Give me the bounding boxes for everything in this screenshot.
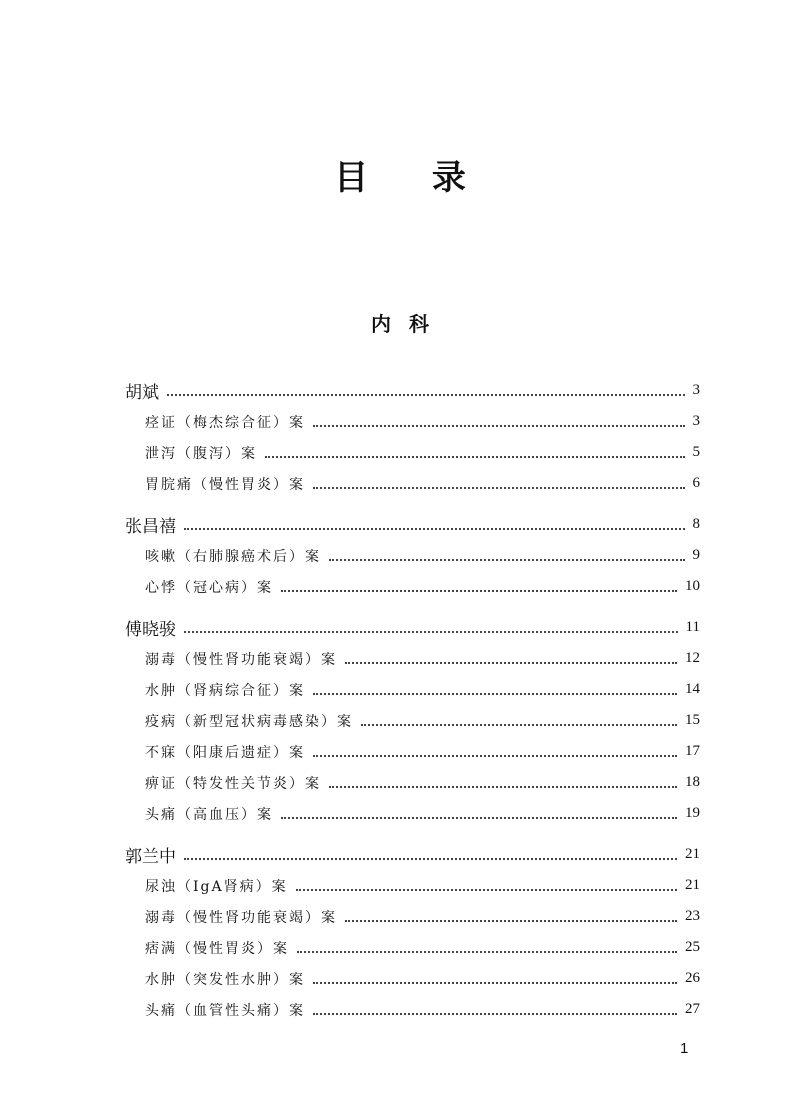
- toc-entry-title: 心悸（冠心病）案: [145, 579, 273, 596]
- toc-author-row[interactable]: [125, 612, 700, 643]
- table-of-contents: [125, 375, 700, 1035]
- dot-leader: [296, 889, 677, 891]
- toc-page-number: 21: [685, 877, 700, 893]
- dot-leader: [361, 724, 677, 726]
- toc-author-name: 郭兰中: [125, 847, 176, 867]
- toc-page-number: 26: [685, 970, 700, 986]
- dot-leader: [313, 487, 685, 489]
- toc-page-number: 15: [685, 712, 700, 728]
- toc-author-name: 傅晓骏: [125, 620, 176, 640]
- toc-page-number: 5: [692, 444, 700, 460]
- toc-entry-title: 溺毒（慢性肾功能衰竭）案: [145, 651, 337, 668]
- dot-leader: [313, 693, 677, 695]
- toc-entry-title: 头痛（血管性头痛）案: [145, 1002, 305, 1019]
- toc-author-name: 张昌禧: [125, 517, 176, 537]
- toc-entry-title: 尿浊（IgA肾病）案: [145, 878, 288, 895]
- toc-entry-row[interactable]: [125, 468, 700, 499]
- toc-entry-title: 不寐（阳康后遗症）案: [145, 744, 305, 761]
- toc-page-number: 23: [685, 908, 700, 924]
- toc-author-row[interactable]: [125, 839, 700, 870]
- toc-page-number: 3: [692, 413, 700, 429]
- toc-page-number: 21: [685, 846, 700, 862]
- dot-leader: [313, 1013, 677, 1015]
- toc-group: [125, 375, 700, 499]
- toc-page-number: 14: [685, 681, 700, 697]
- toc-entry-row[interactable]: [125, 571, 700, 602]
- dot-leader: [281, 817, 677, 819]
- toc-entry-row[interactable]: [125, 736, 700, 767]
- dot-leader: [329, 786, 677, 788]
- toc-page-number: 11: [685, 619, 700, 635]
- toc-entry-row[interactable]: [125, 994, 700, 1025]
- toc-author-row[interactable]: [125, 375, 700, 406]
- toc-entry-title: 痹证（特发性关节炎）案: [145, 775, 321, 792]
- dot-leader: [345, 920, 677, 922]
- dot-leader: [345, 662, 677, 664]
- toc-entry-row[interactable]: [125, 767, 700, 798]
- toc-entry-row[interactable]: [125, 705, 700, 736]
- toc-entry-title: 咳嗽（右肺腺癌术后）案: [145, 548, 321, 565]
- dot-leader: [265, 456, 685, 458]
- section-heading: 内科: [371, 312, 447, 336]
- toc-entry-row[interactable]: [125, 674, 700, 705]
- toc-page-number: 17: [685, 743, 700, 759]
- toc-entry-title: 水肿（突发性水肿）案: [145, 971, 305, 988]
- toc-group: [125, 612, 700, 829]
- toc-entry-row[interactable]: [125, 798, 700, 829]
- dot-leader: [184, 631, 678, 633]
- page-title: 目 录: [334, 158, 492, 198]
- toc-page-number: 6: [692, 475, 700, 491]
- dot-leader: [297, 951, 677, 953]
- toc-page-number: 25: [685, 939, 700, 955]
- toc-entry-row[interactable]: [125, 540, 700, 571]
- toc-entry-title: 头痛（高血压）案: [145, 806, 273, 823]
- dot-leader: [167, 394, 685, 396]
- toc-page-number: 9: [692, 547, 700, 563]
- toc-entry-row[interactable]: [125, 437, 700, 468]
- dot-leader: [313, 982, 677, 984]
- toc-page-number: 18: [685, 774, 700, 790]
- toc-author-name: 胡斌: [125, 383, 159, 403]
- toc-page-number: 8: [692, 516, 700, 532]
- toc-page-number: 10: [685, 578, 700, 594]
- toc-page-number: 19: [685, 805, 700, 821]
- toc-page-number: 3: [692, 382, 700, 398]
- toc-entry-row[interactable]: [125, 932, 700, 963]
- dot-leader: [313, 755, 677, 757]
- toc-entry-title: 痞满（慢性胃炎）案: [145, 940, 289, 957]
- page-number: 1: [680, 1040, 689, 1057]
- toc-entry-row[interactable]: [125, 963, 700, 994]
- toc-entry-title: 溺毒（慢性肾功能衰竭）案: [145, 909, 337, 926]
- toc-entry-row[interactable]: [125, 643, 700, 674]
- toc-entry-title: 痉证（梅杰综合征）案: [145, 414, 305, 431]
- toc-entry-title: 泄泻（腹泻）案: [145, 445, 257, 462]
- toc-page-number: 12: [685, 650, 700, 666]
- toc-page-number: 27: [685, 1001, 700, 1017]
- dot-leader: [281, 590, 677, 592]
- toc-entry-row[interactable]: [125, 870, 700, 901]
- toc-author-row[interactable]: [125, 509, 700, 540]
- toc-entry-title: 疫病（新型冠状病毒感染）案: [145, 713, 353, 730]
- dot-leader: [184, 858, 677, 860]
- toc-entry-title: 水肿（肾病综合征）案: [145, 682, 305, 699]
- toc-group: [125, 839, 700, 1025]
- dot-leader: [329, 559, 685, 561]
- toc-entry-title: 胃脘痛（慢性胃炎）案: [145, 476, 305, 493]
- toc-entry-row[interactable]: [125, 406, 700, 437]
- dot-leader: [313, 425, 685, 427]
- toc-entry-row[interactable]: [125, 901, 700, 932]
- dot-leader: [184, 528, 685, 530]
- toc-group: [125, 509, 700, 602]
